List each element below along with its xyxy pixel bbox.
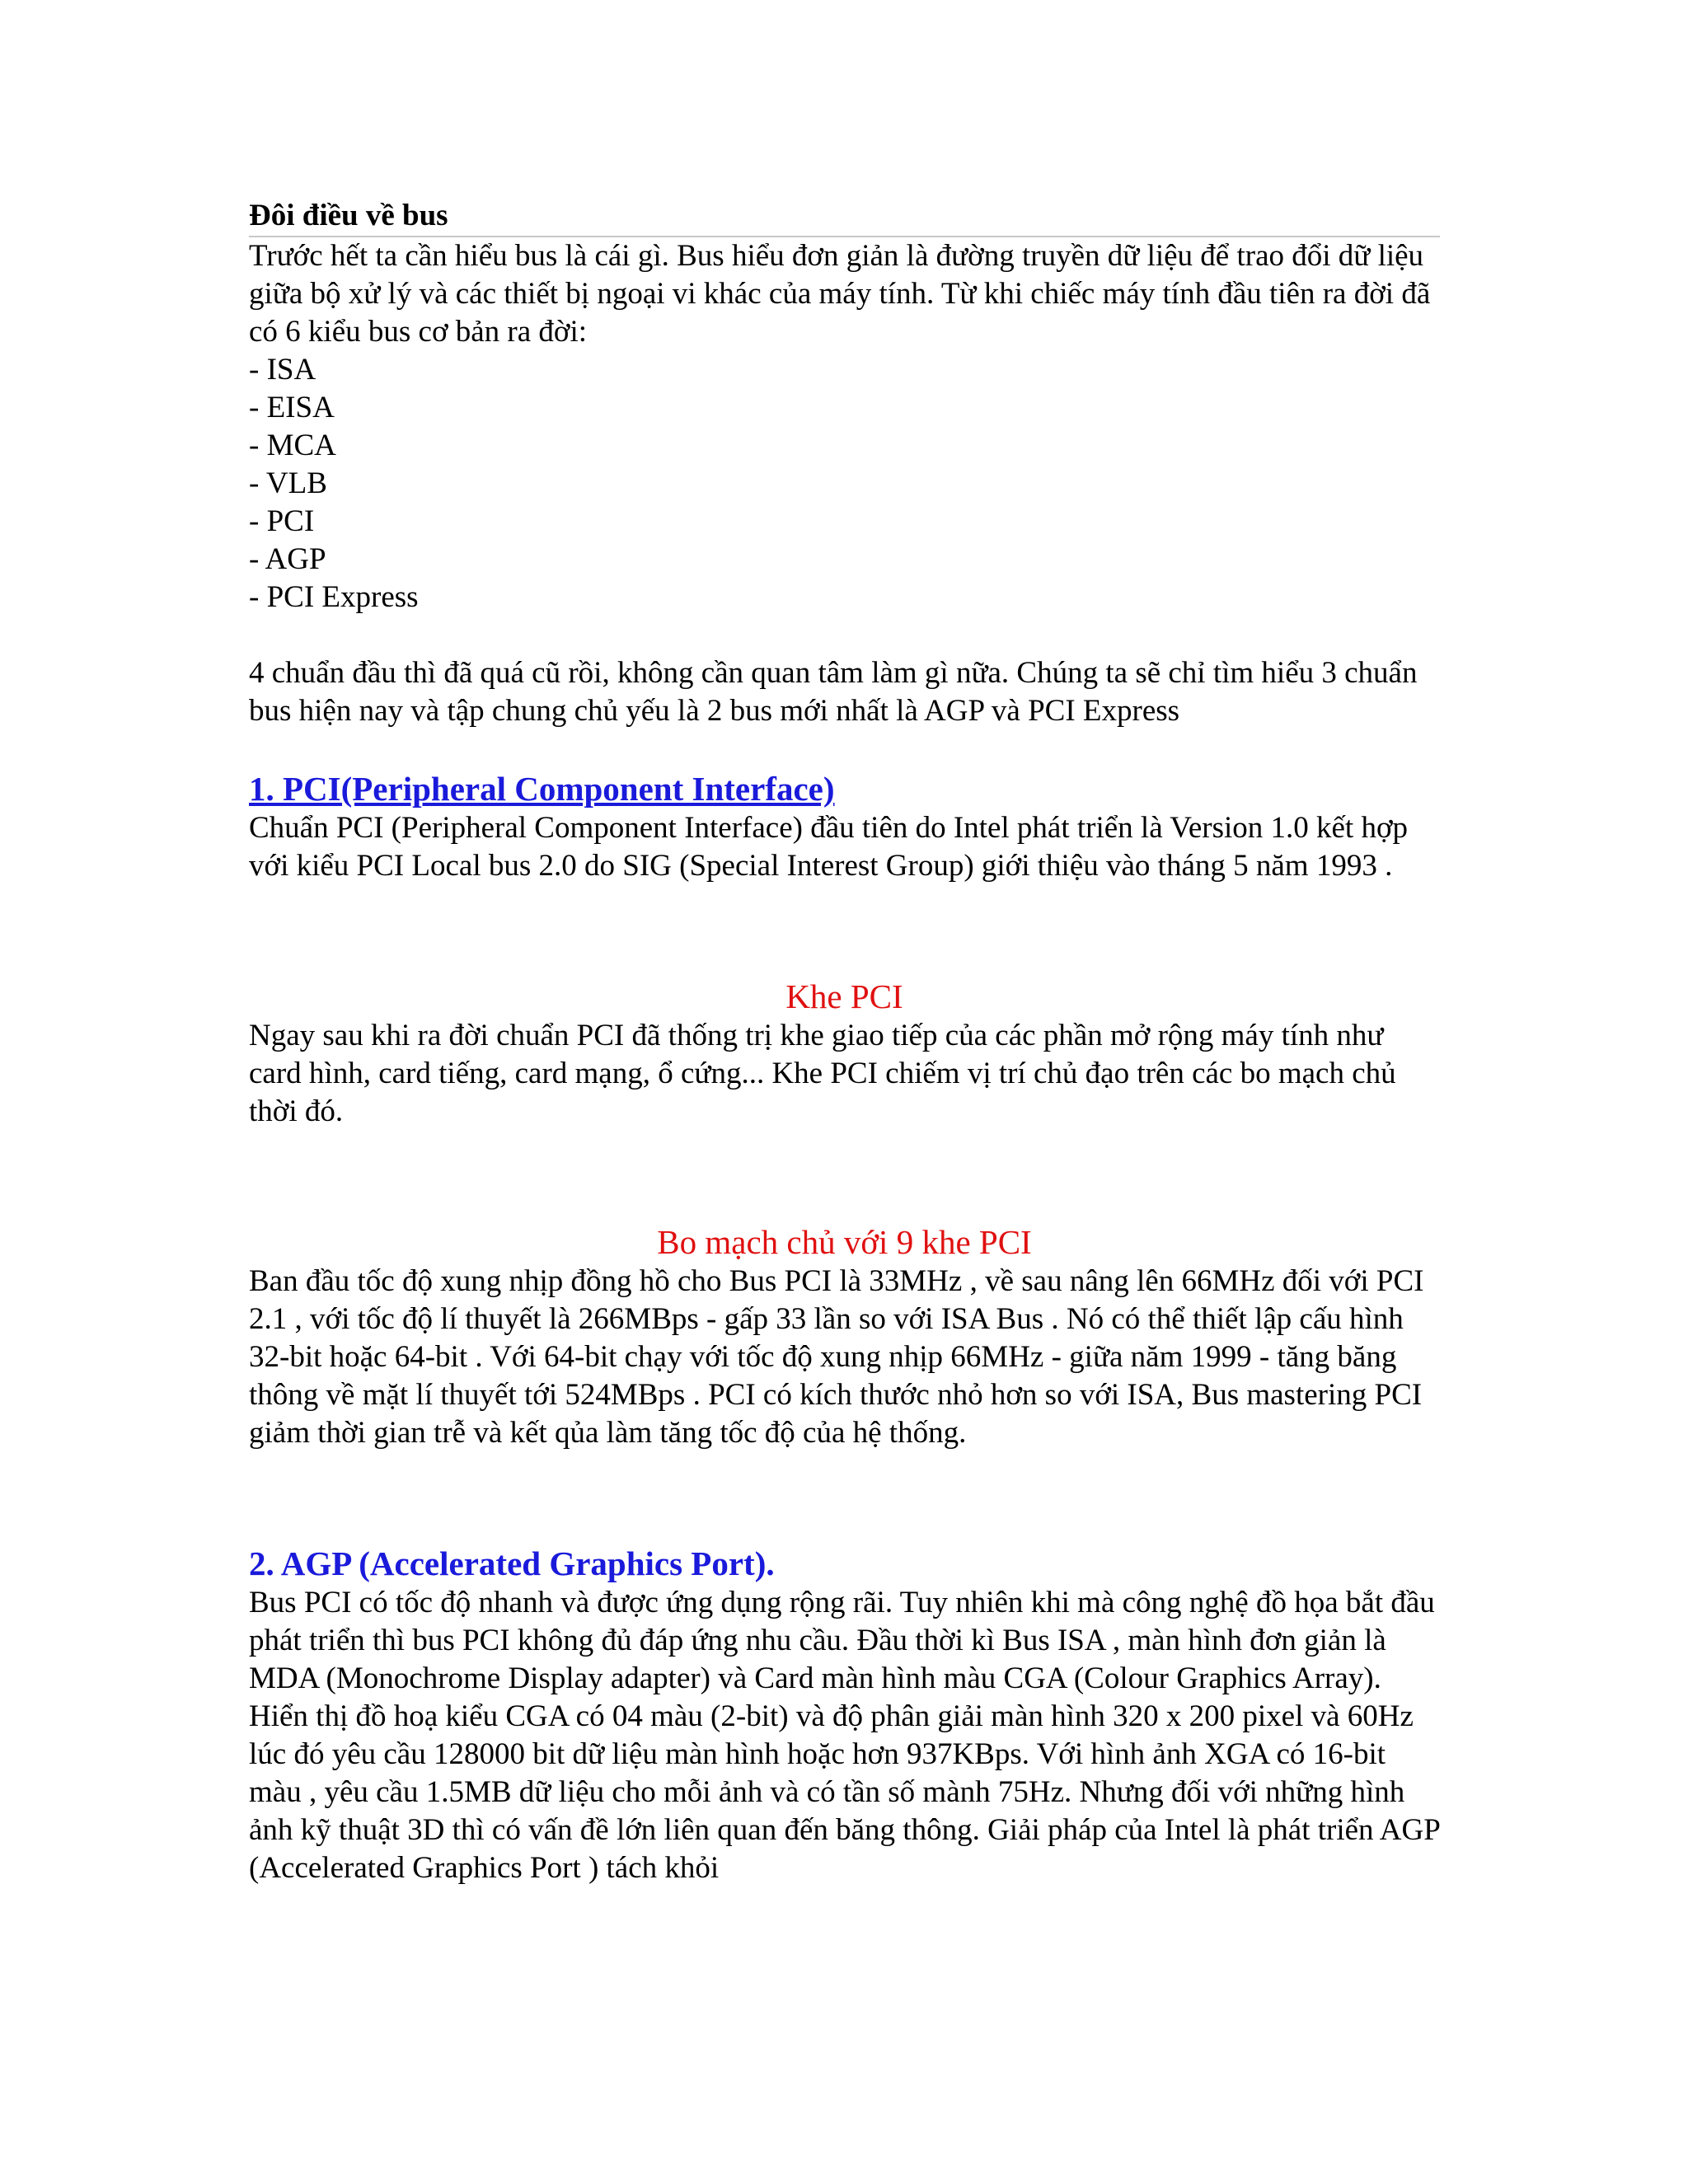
pci-slot-paragraph: Ngay sau khi ra đời chuẩn PCI đã thống trị khe giao tiếp của các phần mở rộng máy tính như card hình, card tiếng, card mạng, ổ cứng... Khe PCI chiếm vị trí chủ đạo trên các bo mạch chủ thời đó. — [249, 1019, 1396, 1128]
pci-intro-paragraph: Chuẩn PCI (Peripheral Component Interface) đầu tiên do Intel phát triển là Version 1.0 kết hợp với kiểu PCI Local bus 2.0 do SIG (Special Interest Group) giới thiệu vào tháng 5 năm 1993 . — [249, 811, 1409, 883]
list-item: - EISA — [249, 391, 335, 424]
list-item: - PCI — [249, 504, 315, 538]
list-item: - AGP — [249, 542, 326, 576]
document-page — [249, 198, 1440, 1887]
list-item: - PCI Express — [249, 580, 419, 614]
intro-paragraph: Trước hết ta cần hiểu bus là cái gì. Bus hiểu đơn giản là đường truyền dữ liệu để trao đổi dữ liệu giữa bộ xử lý và các thiết bị ngoại vi khác của máy tính. Từ khi chiếc máy tính đầu tiên ra đời đã có 6 kiểu bus cơ bản ra đời: — [249, 239, 1431, 349]
section-heading-pci-link[interactable]: 1. PCI(Peripheral Component Interface) — [249, 770, 835, 808]
document-title: Đôi điều về bus — [249, 198, 1440, 237]
section-heading-agp: 2. AGP (Accelerated Graphics Port). — [249, 1544, 775, 1582]
spacer — [249, 616, 1440, 654]
bus-type-list — [249, 351, 1440, 616]
summary-paragraph: 4 chuẩn đầu thì đã quá cũ rồi, không cần quan tâm làm gì nữa. Chúng ta sẽ chỉ tìm hiểu 3 chuẩn bus hiện nay và tập chung chủ yếu là 2 bus mới nhất là AGP và PCI Express — [249, 656, 1418, 728]
image-placeholder-motherboard — [249, 1131, 1440, 1221]
image-placeholder-pci-slot — [249, 885, 1440, 976]
list-item: - MCA — [249, 429, 336, 462]
pci-speed-paragraph: Ban đầu tốc độ xung nhịp đồng hồ cho Bus PCI là 33MHz , về sau nâng lên 66MHz đối với PCI 2.1 , với tốc độ lí thuyết là 266MBps - gấp 33 lần so với ISA Bus . Nó có thể thiết lập cấu hình 32-bit hoặc 64-bit . Với 64-bit chạy với tốc độ xung nhịp 66MHz - giữa năm 1999 - tăng băng thông về mặt lí thuyết tới 524MBps . PCI có kích thước nhỏ hơn so với ISA, Bus mastering PCI giảm thời gian trễ và kết qủa làm tăng tốc độ của hệ thống. — [249, 1264, 1424, 1450]
caption-pci-slot: Khe PCI — [785, 977, 903, 1015]
section-heading-pci[interactable] — [249, 768, 1440, 809]
list-item: - VLB — [249, 466, 327, 500]
spacer — [249, 730, 1440, 768]
caption-motherboard: Bo mạch chủ với 9 khe PCI — [657, 1223, 1032, 1261]
agp-paragraph: Bus PCI có tốc độ nhanh và được ứng dụng rộng rãi. Tuy nhiên khi mà công nghệ đồ họa bắt đầu phát triển thì bus PCI không đủ đáp ứng nhu cầu. Đầu thời kì Bus ISA , màn hình đơn giản là MDA (Monochrome Display adapter) và Card màn hình màu CGA (Colour Graphics Array). Hiển thị đồ hoạ kiểu CGA có 04 màu (2-bit) và độ phân giải màn hình 320 x 200 pixel và 60Hz lúc đó yêu cầu 128000 bit dữ liệu màn hình hoặc hơn 937KBps. Với hình ảnh XGA có 16-bit màu , yêu cầu 1.5MB dữ liệu cho mỗi ảnh và có tần số mành 75Hz. Nhưng đối với những hình ảnh kỹ thuật 3D thì có vấn đề lớn liên quan đến băng thông. Giải pháp của Intel là phát triển AGP (Accelerated Graphics Port ) tách khỏi — [249, 1586, 1440, 1885]
list-item: - ISA — [249, 353, 316, 387]
spacer — [249, 1452, 1440, 1543]
